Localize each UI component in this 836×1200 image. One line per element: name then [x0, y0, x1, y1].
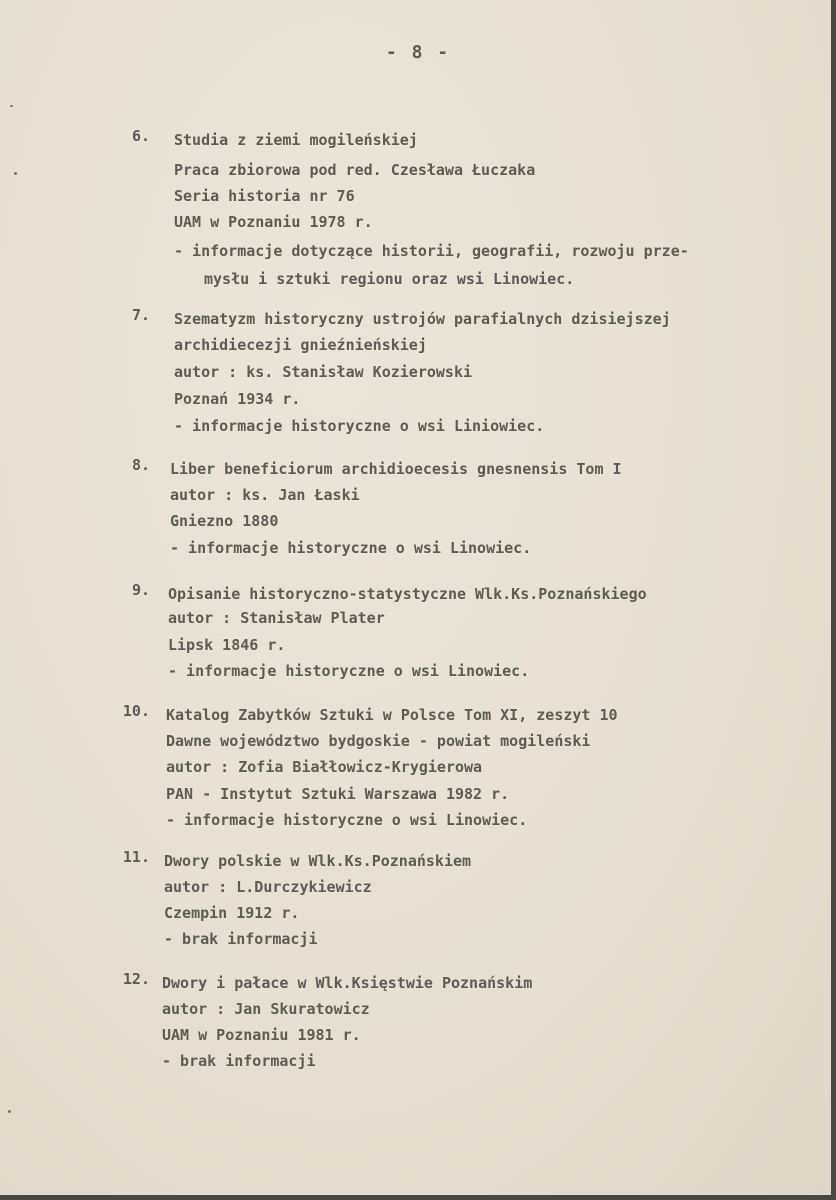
entry-title: Opisanie historyczno-statystyczne Wlk.Ks.Poznańskiego — [168, 585, 647, 603]
entry-note: - brak informacji — [162, 1052, 316, 1070]
entry-title: Dwory i pałace w Wlk.Księstwie Poznańskim — [162, 974, 533, 992]
entry-line: autor : Jan Skuratowicz — [162, 1000, 370, 1018]
entry-line: archidiecezji gnieźnieńskiej — [174, 336, 427, 354]
entry-note: - informacje historyczne o wsi Linowiec. — [166, 811, 528, 829]
entry-note: - informacje historyczne o wsi Linowiec. — [168, 662, 530, 680]
entry-title: Szematyzm historyczny ustrojów parafialnych dzisiejszej — [174, 310, 671, 328]
scan-speck — [14, 172, 17, 175]
entry-note: - informacje historyczne o wsi Liniowiec. — [174, 417, 545, 435]
entry-line: autor : Stanisław Plater — [168, 609, 385, 627]
entry-line: Seria historia nr 76 — [174, 187, 355, 205]
scan-speck — [8, 1110, 11, 1113]
entry-title: Studia z ziemi mogileńskiej — [174, 131, 418, 149]
scan-edge-bottom — [0, 1195, 836, 1200]
entry-note: - informacje historyczne o wsi Linowiec. — [170, 539, 532, 557]
entry-note: - brak informacji — [164, 930, 318, 948]
entry-line: autor : ks. Jan Łaski — [170, 486, 360, 504]
entry-line: autor : L.Durczykiewicz — [164, 878, 372, 896]
entry-line: Lipsk 1846 r. — [168, 636, 286, 654]
entry-line: Dawne województwo bydgoskie - powiat mogileński — [166, 732, 591, 750]
entry-number: 11. — [122, 848, 150, 866]
entry-line: UAM w Poznaniu 1978 r. — [174, 213, 373, 231]
entry-number: 8. — [131, 456, 150, 474]
entry-number: 12. — [122, 970, 150, 988]
entry-number: 10. — [122, 702, 150, 720]
entry-line: autor : ks. Stanisław Kozierowski — [174, 363, 473, 381]
entry-line: Gniezno 1880 — [170, 512, 279, 530]
scan-speck — [10, 105, 13, 107]
entry-line: UAM w Poznaniu 1981 r. — [162, 1026, 361, 1044]
scan-edge-right — [831, 0, 836, 1200]
entry-title: Dwory polskie w Wlk.Ks.Poznańskiem — [164, 852, 472, 870]
entry-line: autor : Zofia Białłowicz-Krygierowa — [166, 758, 483, 776]
entry-line: Poznań 1934 r. — [174, 390, 301, 408]
entry-title: Liber beneficiorum archidioecesis gnesnensis Tom I — [170, 460, 622, 478]
entry-number: 9. — [131, 581, 150, 599]
page-number: - 8 - — [385, 42, 451, 63]
entry-line: Praca zbiorowa pod red. Czesława Łuczaka — [174, 161, 536, 179]
entry-note: mysłu i sztuki regionu oraz wsi Linowiec. — [204, 270, 575, 288]
entry-note: - informacje dotyczące historii, geografii, rozwoju prze- — [174, 242, 689, 260]
entry-number: 7. — [131, 306, 150, 324]
entry-line: PAN - Instytut Sztuki Warszawa 1982 r. — [166, 785, 510, 803]
entry-line: Czempin 1912 r. — [164, 904, 300, 922]
entry-number: 6. — [131, 127, 150, 145]
entry-title: Katalog Zabytków Sztuki w Polsce Tom XI, zeszyt 10 — [166, 706, 618, 724]
